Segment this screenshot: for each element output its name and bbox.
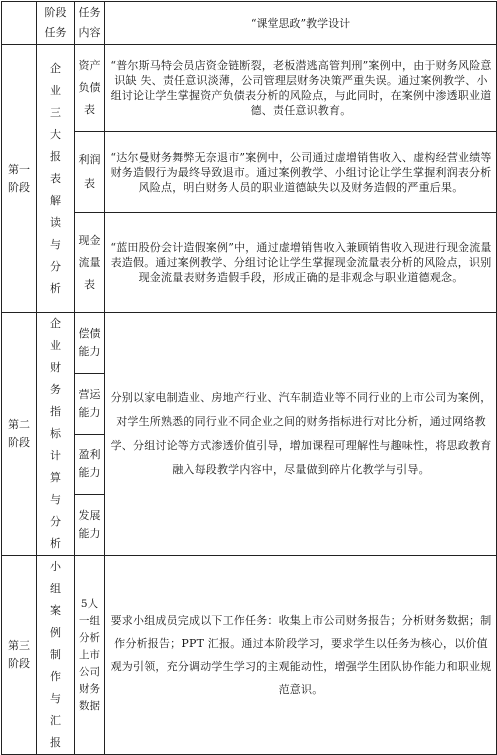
stage-label: 第一阶段 <box>2 45 37 313</box>
sub-item-label: 资产负债表 <box>75 45 105 132</box>
stage-label: 第二阶段 <box>2 313 37 556</box>
sub-item-label: 偿债能力 <box>75 313 104 374</box>
design-content: “达尔曼财务舞弊无奈退市”案例中，公司通过虚增销售收入、虚构经营业绩等财务造假行为最终导致退市。通过案例教学、小组讨论让学生掌握利润表分析风险点，明白财务人员的职业道德缺失以及财务造假的严重后果。 <box>105 132 497 213</box>
header-empty-cell <box>2 2 37 45</box>
table-header-row <box>2 2 497 45</box>
sub-item-label: 利润表 <box>75 132 105 213</box>
task-label: 企业财务指标计算与分析 <box>37 313 75 556</box>
header-stage-task: 阶段任务 <box>37 2 75 45</box>
header-task-content: 任务内容 <box>75 2 105 45</box>
design-content: “普尔斯马特会员店资金链断裂，老板潜逃高管判刑”案例中，由于财务风险意识缺 失、责任意识淡薄，公司管理层财务决策严重失误。通过案例教学、小组讨论让学生掌握资产负债表分析的风险点，与此同时，在案例中渗透职业道德、责任意识教育。 <box>105 45 497 132</box>
sub-item-label: 现金流量表 <box>75 213 105 313</box>
table-row <box>2 45 497 132</box>
design-content: 要求小组成员完成以下工作任务：收集上市公司财务报告；分析财务数据；制作分析报告；PPT 汇报。通过本阶段学习，要求学生以任务为核心，以价值观为引领，充分调动学生学习的主观能动性，增强学生团队协作能力和职业规范意识。 <box>105 556 497 755</box>
header-design: “课堂思政”教学设计 <box>105 2 497 45</box>
sub-item-label: 盈利能力 <box>75 435 104 496</box>
stage-label: 第三阶段 <box>2 556 37 755</box>
table-row <box>2 132 497 213</box>
table-row <box>2 213 497 313</box>
sub-item-list <box>75 313 105 556</box>
sub-item-label: 发展能力 <box>78 509 101 541</box>
design-content: “蓝田股份会计造假案例”中，通过虚增销售收入兼顾销售收入现进行现金流量表造假。通过案例教学、分组讨论让学生掌握现金流量表分析的风险点，识别现金流量表财务造假手段，形成正确的是非观念与职业道德观念。 <box>105 213 497 313</box>
task-label: 小组案例制作与汇报 <box>37 556 75 755</box>
table-row <box>2 556 497 755</box>
sub-item-label: 5人一组分析上市公司财务数据 <box>75 556 105 755</box>
sub-item-label: 营运能力 <box>75 374 104 435</box>
task-label: 企业三大报表解读与分析 <box>37 45 75 313</box>
design-content: 分别以家电制造业、房地产行业、汽车制造业等不同行业的上市公司为案例，对学生所熟悉的同行业不同企业之间的财务指标进行对比分析，通过网络教学、分组讨论等方式渗透价值引导，增加课程可理解性与趣味性，将思政教育融入每段教学内容中，尽量做到碎片化教学与引导。 <box>105 313 497 556</box>
teaching-design-table <box>1 1 497 755</box>
table-row <box>2 313 497 556</box>
